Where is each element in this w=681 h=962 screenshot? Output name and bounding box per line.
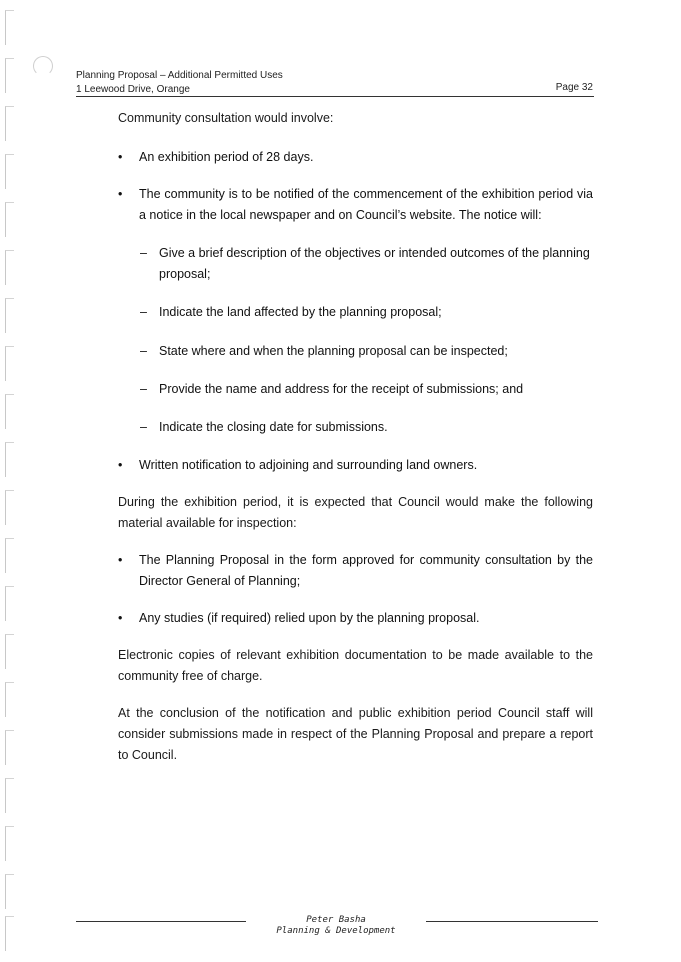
- during-exhibition-paragraph: During the exhibition period, it is expected that Council would make the following material available for inspection:: [118, 495, 593, 530]
- binding-mark: [5, 874, 14, 909]
- sub-item-description: Give a brief description of the objectives or intended outcomes of the planning proposal;: [159, 246, 590, 281]
- binding-mark: [5, 394, 14, 429]
- dash-marker: –: [140, 420, 147, 434]
- electronic-copies-paragraph: Electronic copies of relevant exhibition documentation to be made available to the community free of charge.: [118, 648, 593, 683]
- binding-mark: [5, 154, 14, 189]
- bullet-planning-proposal: The Planning Proposal in the form approved for community consultation by the Director General of Planning;: [139, 553, 593, 588]
- sub-item-where-when: State where and when the planning proposal can be inspected;: [159, 344, 508, 358]
- punch-hole: [33, 56, 53, 76]
- binding-mark: [5, 346, 14, 381]
- header-address: 1 Leewood Drive, Orange: [76, 84, 190, 95]
- footer-name: Peter Basha: [306, 915, 366, 925]
- binding-mark: [5, 490, 14, 525]
- binding-mark: [5, 538, 14, 573]
- binding-mark: [5, 202, 14, 237]
- sub-item-submissions-address: Provide the name and address for the receipt of submissions; and: [159, 382, 524, 396]
- dash-marker: –: [140, 382, 147, 396]
- bullet-marker: •: [118, 150, 123, 164]
- page-number: Page 32: [555, 82, 593, 93]
- binding-mark: [5, 682, 14, 717]
- intro-paragraph: Community consultation would involve:: [118, 111, 334, 125]
- binding-mark: [5, 442, 14, 477]
- sub-item-land-affected: Indicate the land affected by the planning proposal;: [159, 305, 442, 319]
- binding-mark: [5, 586, 14, 621]
- footer-company: Planning & Development: [276, 926, 396, 936]
- bullet-studies: Any studies (if required) relied upon by the planning proposal.: [139, 611, 480, 625]
- conclusion-paragraph: At the conclusion of the notification and public exhibition period Council staff will consider submissions made in respect of the Planning Proposal and prepare a report to Council.: [118, 706, 593, 762]
- header-rule: [76, 96, 594, 97]
- binding-mark: [5, 58, 14, 93]
- bullet-exhibition-period: An exhibition period of 28 days.: [139, 150, 314, 164]
- binding-mark: [5, 916, 14, 951]
- dash-marker: –: [140, 246, 147, 260]
- binding-mark: [5, 826, 14, 861]
- binding-mark: [5, 634, 14, 669]
- binding-mark: [5, 106, 14, 141]
- binding-edge: [2, 10, 16, 960]
- header-title: Planning Proposal – Additional Permitted Uses: [76, 70, 283, 81]
- bullet-notification: The community is to be notified of the commencement of the exhibition period via a notice in the local newspaper and on Council’s website. The notice will:: [139, 187, 593, 222]
- binding-mark: [5, 250, 14, 285]
- bullet-marker: •: [118, 187, 123, 201]
- binding-mark: [5, 778, 14, 813]
- sub-item-closing-date: Indicate the closing date for submissions.: [159, 420, 388, 434]
- footer-rule-right: [426, 921, 598, 922]
- bullet-marker: •: [118, 458, 123, 472]
- bullet-marker: •: [118, 553, 123, 567]
- bullet-marker: •: [118, 611, 123, 625]
- binding-mark: [5, 10, 14, 45]
- dash-marker: –: [140, 344, 147, 358]
- binding-mark: [5, 298, 14, 333]
- dash-marker: –: [140, 305, 147, 319]
- binding-mark: [5, 730, 14, 765]
- bullet-written-notification: Written notification to adjoining and surrounding land owners.: [139, 458, 478, 472]
- footer-rule-left: [76, 921, 246, 922]
